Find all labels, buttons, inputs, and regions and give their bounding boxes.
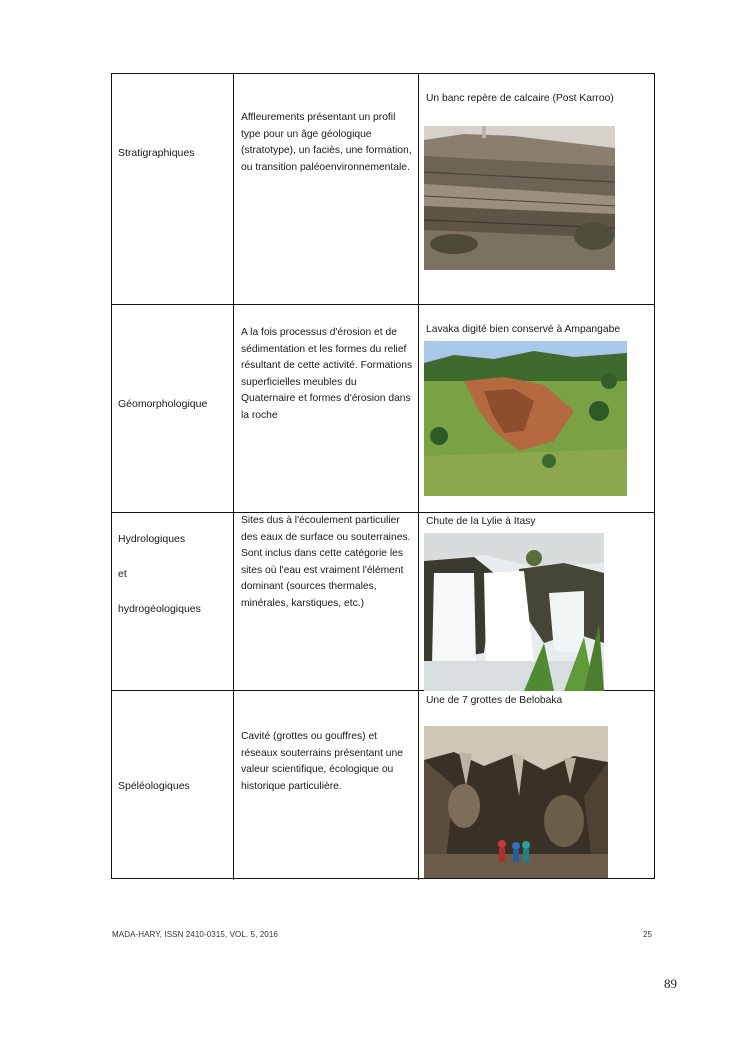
table-row	[112, 513, 654, 691]
limestone-outcrop-photo	[424, 126, 615, 270]
table-row	[112, 305, 654, 513]
description-text: Cavité (grottes ou gouffres) et réseaux souterrains présentant une valeur scientifique, écologique ou historique particulière.	[241, 731, 403, 792]
category-cell	[112, 513, 234, 690]
photo-caption: Lavaka digité bien conservé à Ampangabe	[426, 324, 621, 335]
description-text: Sites dus à l'écoulement particulier des eaux de surface ou souterraines. Sont inclus dans cette catégorie les sites où l'eau est vraiment l'élément dominant (sources thermales, minérales, karstiques, etc.)	[241, 515, 411, 609]
illustration-cell	[419, 305, 654, 512]
waterfall-photo	[424, 533, 604, 691]
description-cell	[234, 305, 419, 512]
journal-page-number: 25	[643, 930, 652, 939]
description-cell	[234, 513, 419, 690]
category-cell	[112, 691, 234, 880]
category-cell	[112, 305, 234, 512]
illustration-cell	[419, 513, 654, 690]
illustration-cell	[419, 691, 654, 880]
category-label-line-2: et	[118, 568, 127, 580]
category-label: Stratigraphiques	[118, 147, 195, 159]
description-text: A la fois processus d'érosion et de sédimentation et les formes du relief résultant de cette activité. Formations superficielles meubles du Quaternaire et formes d'érosion dans la roche	[241, 327, 413, 421]
photo-caption: Une de 7 grottes de Belobaka	[426, 695, 563, 706]
cave-photo	[424, 726, 608, 878]
category-label-line-1: Hydrologiques	[118, 533, 186, 545]
category-label-line-3: hydrogéologiques	[118, 603, 201, 615]
page-number: 89	[664, 976, 677, 991]
photo-caption: Un banc repère de calcaire (Post Karroo)	[426, 93, 614, 104]
category-label: Spéléologiques	[118, 780, 190, 792]
geosite-table	[111, 73, 655, 879]
table-row	[112, 691, 654, 880]
lavaka-landscape-photo	[424, 341, 627, 496]
description-cell	[234, 691, 419, 880]
category-label: Géomorphologique	[118, 398, 208, 410]
photo-caption: Chute de la Lylie à Itasy	[426, 516, 536, 527]
illustration-cell	[419, 74, 654, 304]
table-row	[112, 74, 654, 305]
journal-reference: MADA-HARY, ISSN 2410-0315, VOL. 5, 2016	[112, 930, 278, 939]
description-cell	[234, 74, 419, 304]
description-text: Affleurements présentant un profil type pour un âge géologique (stratotype), un faciès, une formation, ou transition paléoenvironnementale.	[241, 112, 412, 173]
category-cell	[112, 74, 234, 304]
